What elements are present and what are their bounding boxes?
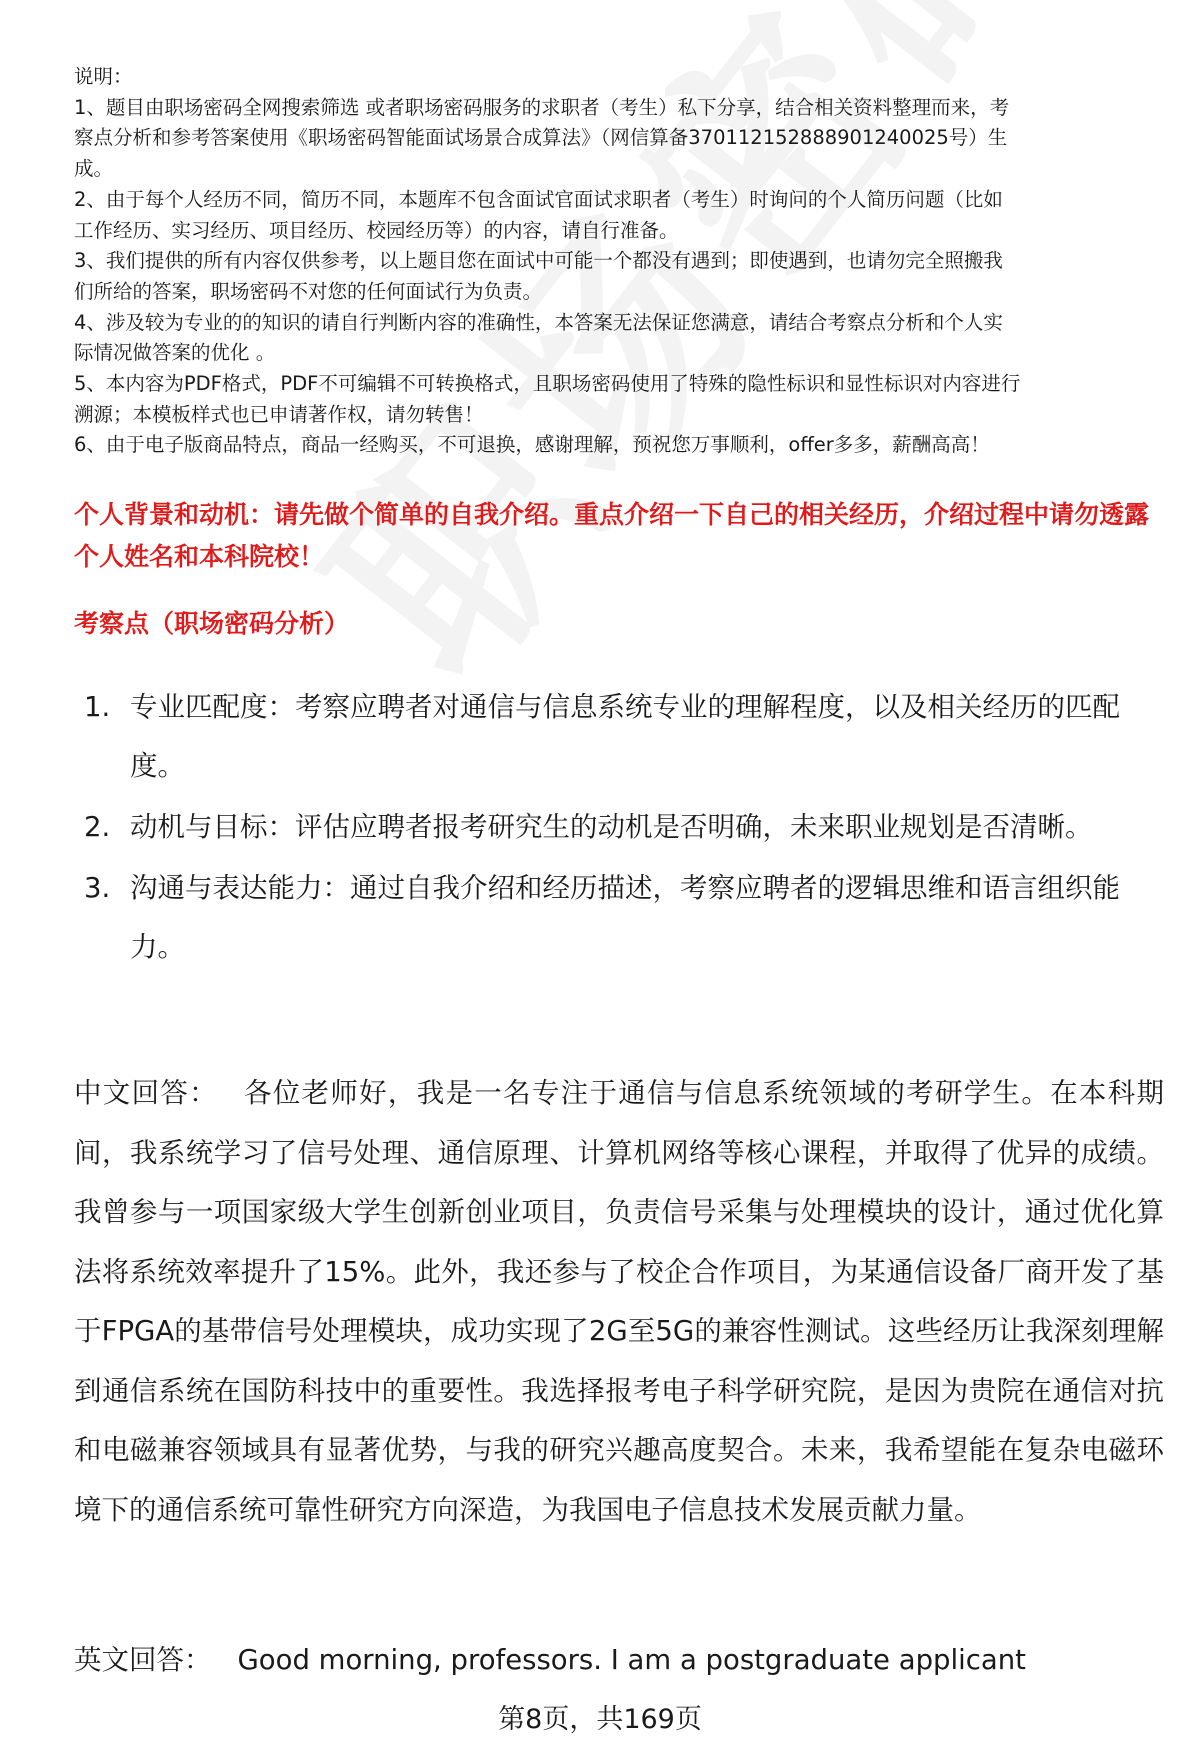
chinese-answer-label: 中文回答： [74,1077,218,1109]
notes-line: 6、由于电子版商品特点，商品一经购买，不可退换，感谢理解，预祝您万事顺利，offer多多，薪酬高高！ [74,433,990,457]
analysis-item-text: 动机与目标：评估应聘者报考研究生的动机是否明确，未来职业规划是否清晰。 [130,811,1093,843]
page-number: 第8页，共169页 [498,1704,702,1735]
question-heading: 个人背景和动机：请先做个简单的自我介绍。重点介绍一下自己的相关经历，介绍过程中请勿透露个人姓名和本科院校！ [74,500,1150,571]
analysis-item [84,678,1164,796]
notes-line: 际情况做答案的优化 。 [74,341,276,365]
notes-line: 1、题目由职场密码全网搜索筛选 或者职场密码服务的求职者（考生）私下分享，结合相关资料整理而来，考 [74,95,1010,119]
notes-line: 5、本内容为PDF格式，PDF不可编辑不可转换格式，且职场密码使用了特殊的隐性标识和显性标识对内容进行 [74,372,1021,396]
notes-line: 察点分析和参考答案使用《职场密码智能面试场景合成算法》（网信算备370112152888901240025号）生 [74,126,1008,150]
notes-line: 们所给的答案，职场密码不对您的任何面试行为负责。 [74,279,543,303]
notes-line: 说明： [74,65,133,88]
notes-line: 溯源；本模板样式也已申请著作权，请勿转售！ [74,402,484,426]
notes-line: 3、我们提供的所有内容仅供参考，以上题目您在面试中可能一个都没有遇到；即使遇到，也请勿完全照搬我 [74,249,1003,273]
analysis-item-number: 2. [84,811,111,843]
analysis-item-number: 3. [84,872,111,904]
analysis-item-number: 1. [84,691,111,723]
notes-line: 工作经历、实习经历、项目经历、校园经历等）的内容，请自行准备。 [74,218,679,242]
chinese-answer-text: 各位老师好，我是一名专注于通信与信息系统领域的考研学生。在本科期间，我系统学习了信号处理、通信原理、计算机网络等核心课程，并取得了优异的成绩。我曾参与一项国家级大学生创新创业项目，负责信号采集与处理模块的设计，通过优化算法将系统效率提升了15%。此外，我还参与了校企合作项目，为某通信设备厂商开发了基于FPGA的基带信号处理模块，成功实现了2G至5G的兼容性测试。这些经历让我深刻理解到通信系统在国防科技中的重要性。我选择报考电子科学研究院，是因为贵院在通信对抗和电磁兼容领域具有显著优势，与我的研究兴趣高度契合。未来，我希望能在复杂电磁环境下的通信系统可靠性研究方向深造，为我国电子信息技术发展贡献力量。 [74,1077,1165,1526]
english-answer-text: Good morning, professors. I am a postgraduate applicant [237,1644,1026,1676]
notes-line: 成。 [74,157,114,181]
analysis-list [84,678,1164,979]
english-answer [74,1630,1164,1690]
analysis-heading: 考察点（职场密码分析） [74,609,350,638]
analysis-item-text: 沟通与表达能力：通过自我介绍和经历描述，考察应聘者的逻辑思维和语言组织能力。 [130,872,1120,963]
english-answer-label: 英文回答： [74,1644,212,1676]
notes-line: 4、涉及较为专业的的知识的请自行判断内容的准确性，本答案无法保证您满意，请结合考察点分析和个人实 [74,310,1003,334]
analysis-item-text: 专业匹配度：考察应聘者对通信与信息系统专业的理解程度，以及相关经历的匹配度。 [130,691,1120,782]
analysis-item [84,859,1164,977]
chinese-answer [74,1064,1164,1540]
notes-line: 2、由于每个人经历不同，简历不同，本题库不包含面试官面试求职者（考生）时询问的个人简历问题（比如 [74,187,1003,211]
analysis-item [84,798,1164,857]
notes-block [74,62,1164,461]
